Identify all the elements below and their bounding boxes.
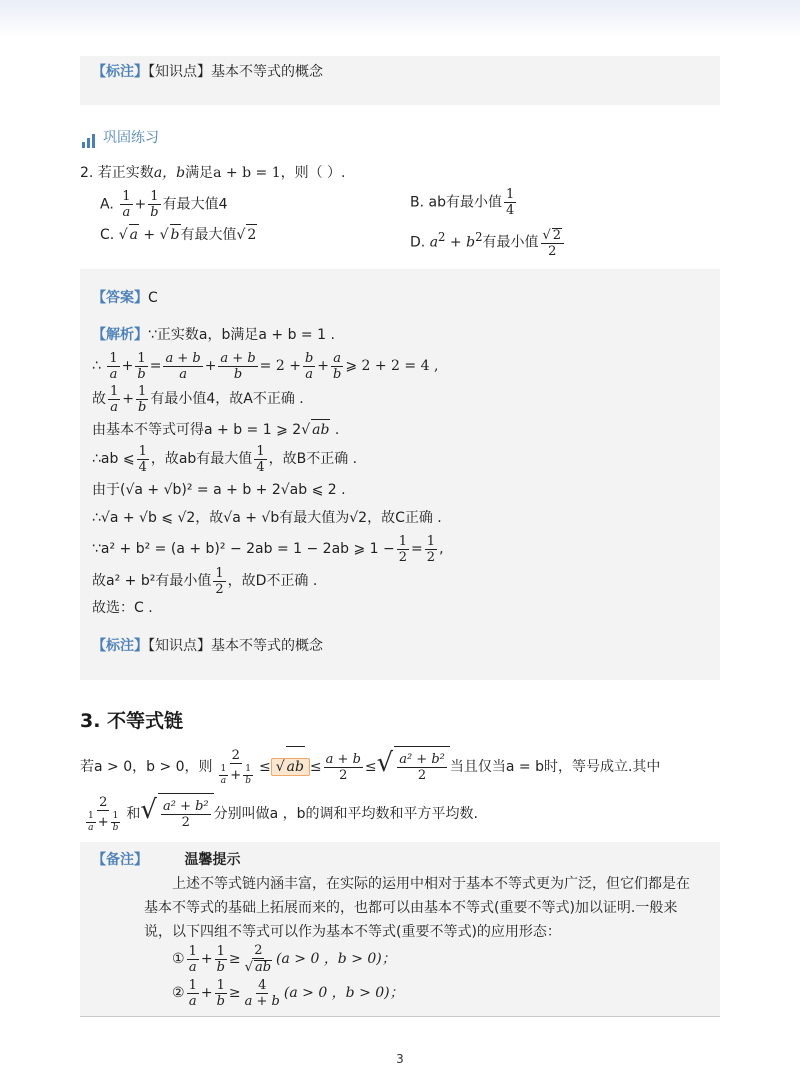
option-a-label: A. xyxy=(100,196,114,213)
para-text: 分别叫做a ，b的调和平均数和平方平均数. xyxy=(213,806,479,822)
analysis-text: ，故ab有最大值 xyxy=(150,451,253,467)
answer-label: 【答案】 xyxy=(92,290,148,306)
answer-note xyxy=(92,636,323,656)
option-d-text: 有最小值 xyxy=(482,234,539,251)
remark-formula-1: ① $\frac{1}{a}$ + $\frac{1}{b}$ ≥ $\frac{2}{√ ab}$ (a > 0 ，b > 0)； xyxy=(172,943,396,975)
section-heading: 3. 不等式链 xyxy=(80,710,184,732)
option-b xyxy=(410,188,518,217)
practice-header-label: 巩固练习 xyxy=(103,130,159,146)
fraction: $\frac{b}{a}$ xyxy=(304,350,314,382)
bar-chart-icon xyxy=(82,128,97,148)
analysis-text: = 2 + xyxy=(259,358,301,374)
remark-text: 基本不等式的基础上拓展而来的，也都可以由基本不等式(重要不等式)加以证明.一般来 xyxy=(144,900,678,916)
remark-line-1 xyxy=(172,874,690,894)
option-b-label: B. xyxy=(410,194,425,211)
note-label: 【标注】 xyxy=(92,64,148,80)
remark-line-2 xyxy=(144,898,677,918)
page-number: 3 xyxy=(396,1052,404,1066)
note-label: 【标注】 xyxy=(92,638,148,654)
fraction: $\frac{1}{a}$ xyxy=(122,189,131,220)
fraction: $\frac{a}{b}$ xyxy=(333,350,342,382)
fraction: $\frac{1}{b}$ xyxy=(138,383,147,415)
section-para-1: 若a > 0，b > 0，则 2 $\frac{1}{a}$ + $\frac{1}{b}$ ≤ √ ab ≤ $\frac{a + b}{2}$ ≤√ $\frac{\text{a² + b²}}{2}$ 当且仅当a = b时，等号成立.其中 xyxy=(80,747,661,786)
fraction: $\frac{a + b}{b}$ xyxy=(220,350,256,382)
para-text: 若a > 0，b > 0，则 xyxy=(80,759,213,775)
analysis-line-6 xyxy=(92,480,346,500)
section-para-2: 2 $\frac{1}{a}$ + $\frac{1}{b}$ 和√ $\frac{\text{a² + b²}}{2}$ 分别叫做a ，b的调和平均数和平方平均数. xyxy=(80,790,478,834)
fraction: 2 $\frac{1}{a}$ + $\frac{1}{b}$ xyxy=(220,747,251,786)
analysis-line-10 xyxy=(92,598,153,618)
fraction: 2 $\frac{1}{a}$ + $\frac{1}{b}$ xyxy=(88,794,119,833)
remark-label: 【备注】 xyxy=(92,852,148,868)
stem-prefix: 2. 若正实数 xyxy=(80,165,154,181)
fraction: $\frac{1}{a}$ xyxy=(110,383,119,415)
option-c-label: C. xyxy=(100,227,115,243)
option-d-label: D. xyxy=(410,234,426,251)
remark-title: 温馨提示 xyxy=(184,852,241,868)
answer-line xyxy=(92,288,158,308)
analysis-line-7 xyxy=(92,508,442,528)
fraction: $\frac{1}{2}$ xyxy=(426,533,436,565)
note-text: 【知识点】基本不等式的概念 xyxy=(148,638,323,654)
stem-end: ，则（ ）. xyxy=(280,165,346,181)
analysis-text: 由于(√a + √b)² = a + b + 2√ab ⩽ 2 . xyxy=(92,482,346,498)
fraction: $\frac{1}{2}$ xyxy=(215,565,224,597)
analysis-text: ⩾ 2 + 2 = 4 , xyxy=(345,358,439,374)
fraction: $\frac{1}{a}$ xyxy=(109,350,118,382)
analysis-line-2: ∴ $\frac{1}{a}$ + $\frac{1}{b}$ = $\frac{a + b}{a}$ + $\frac{a + b}{b}$ = 2 + $\frac{b}{a}$ + $\frac{a}{b}$ ⩾ 2 + 2 = 4 , xyxy=(92,350,439,382)
fraction: $\frac{1}{4}$ xyxy=(256,443,265,475)
analysis-line-8: ∵a² + b² = (a + b)² − 2ab = 1 − 2ab ⩾ 1 − $\frac{1}{2}$ = $\frac{1}{2}$ , xyxy=(92,533,444,565)
fraction: $\frac{1}{b}$ xyxy=(150,189,159,220)
remark-line-3 xyxy=(144,922,561,942)
analysis-text: ∵正实数a，b满足a + b = 1 . xyxy=(148,327,335,343)
question-stem xyxy=(80,163,346,183)
fraction: $\frac{1}{4}$ xyxy=(505,187,515,218)
fraction: $\frac{1}{b}$ xyxy=(137,350,146,382)
analysis-text: ，故D不正确 . xyxy=(227,573,318,589)
practice-header xyxy=(82,128,159,148)
analysis-text: ∴√a + √b ⩽ √2，故√a + √b有最大值为√2，故C正确 . xyxy=(92,510,442,526)
analysis-line-9 xyxy=(92,564,317,598)
analysis-text: 有最小值4，故A不正确 . xyxy=(150,391,304,407)
analysis-line-3: 故 $\frac{1}{a}$ + $\frac{1}{b}$ 有最小值4，故A不正确 . xyxy=(92,383,304,415)
stem-mid: 满足 xyxy=(185,165,214,181)
remark-text: (a > 0 ，b > 0)； xyxy=(276,951,396,967)
page-header-band xyxy=(0,0,800,38)
note-text: 【知识点】基本不等式的概念 xyxy=(148,64,323,80)
answer-value: C xyxy=(148,290,158,306)
top-note xyxy=(92,62,323,82)
fraction: $\frac{√ 2}{2}$ xyxy=(541,228,565,258)
fraction: $\frac{1}{2}$ xyxy=(398,533,408,565)
remark-header xyxy=(92,850,240,870)
fraction: $\frac{a + b}{2}$ xyxy=(325,751,361,783)
remark-text: 上述不等式链内涵丰富，在实际的运用中相对于基本不等式更为广泛，但它们都是在 xyxy=(172,876,690,892)
analysis-text: ∴ xyxy=(92,358,101,374)
remark-text: (a > 0 ，b > 0)； xyxy=(283,985,404,1001)
analysis-text: ，故B不正确 . xyxy=(268,451,358,467)
option-b-text: ab有最小值 xyxy=(428,194,502,211)
option-c-text: 有最大值 xyxy=(180,227,237,243)
analysis-label: 【解析】 xyxy=(92,327,148,343)
option-d: D. $a^2 + b^2$有最小值 $\frac{√ 2}{2}$ xyxy=(410,222,566,258)
fraction: $\frac{1}{4}$ xyxy=(138,443,147,475)
option-a-text: 有最大值4 xyxy=(162,196,228,213)
para-text: 当且仅当a = b时，等号成立.其中 xyxy=(449,759,661,775)
analysis-text: ∴ab ⩽ xyxy=(92,451,135,467)
option-c: C. √ a + √ b有最大值√ 2 xyxy=(100,224,257,245)
fraction: $\frac{a + b}{a}$ xyxy=(165,350,201,382)
analysis-text: , xyxy=(439,541,444,557)
analysis-text: 故选：C . xyxy=(92,600,153,616)
stem-eq: a + b = 1 xyxy=(213,165,281,181)
remark-text: 说，以下四组不等式可以作为基本不等式(重要不等式)的应用形态： xyxy=(144,924,561,940)
analysis-line-4: 由基本不等式可得a + b = 1 ⩾ 2√ ab . xyxy=(92,419,339,440)
divider xyxy=(80,1016,720,1017)
analysis-line-5 xyxy=(92,442,357,476)
analysis-text: ∵a² + b² = (a + b)² − 2ab = 1 − 2ab ⩾ 1 − xyxy=(92,541,395,557)
para-text: 和 xyxy=(126,806,141,822)
analysis-text: 故a² + b²有最小值 xyxy=(92,573,212,589)
option-a: A. $\frac{1}{a}$ + $\frac{1}{b}$ 有最大值4 xyxy=(100,189,228,220)
stem-vars: a，b xyxy=(153,165,186,181)
analysis-text: 由基本不等式可得a + b = 1 ⩾ 2 xyxy=(92,422,302,438)
analysis-line-1 xyxy=(92,325,335,345)
remark-formula-2: ② $\frac{1}{a}$ + $\frac{1}{b}$ ≥ $\frac{4}{a + b}$ (a > 0 ，b > 0)； xyxy=(172,977,404,1009)
highlighted-geometric-mean: √ ab xyxy=(271,758,310,776)
analysis-text: 故 xyxy=(92,391,106,407)
